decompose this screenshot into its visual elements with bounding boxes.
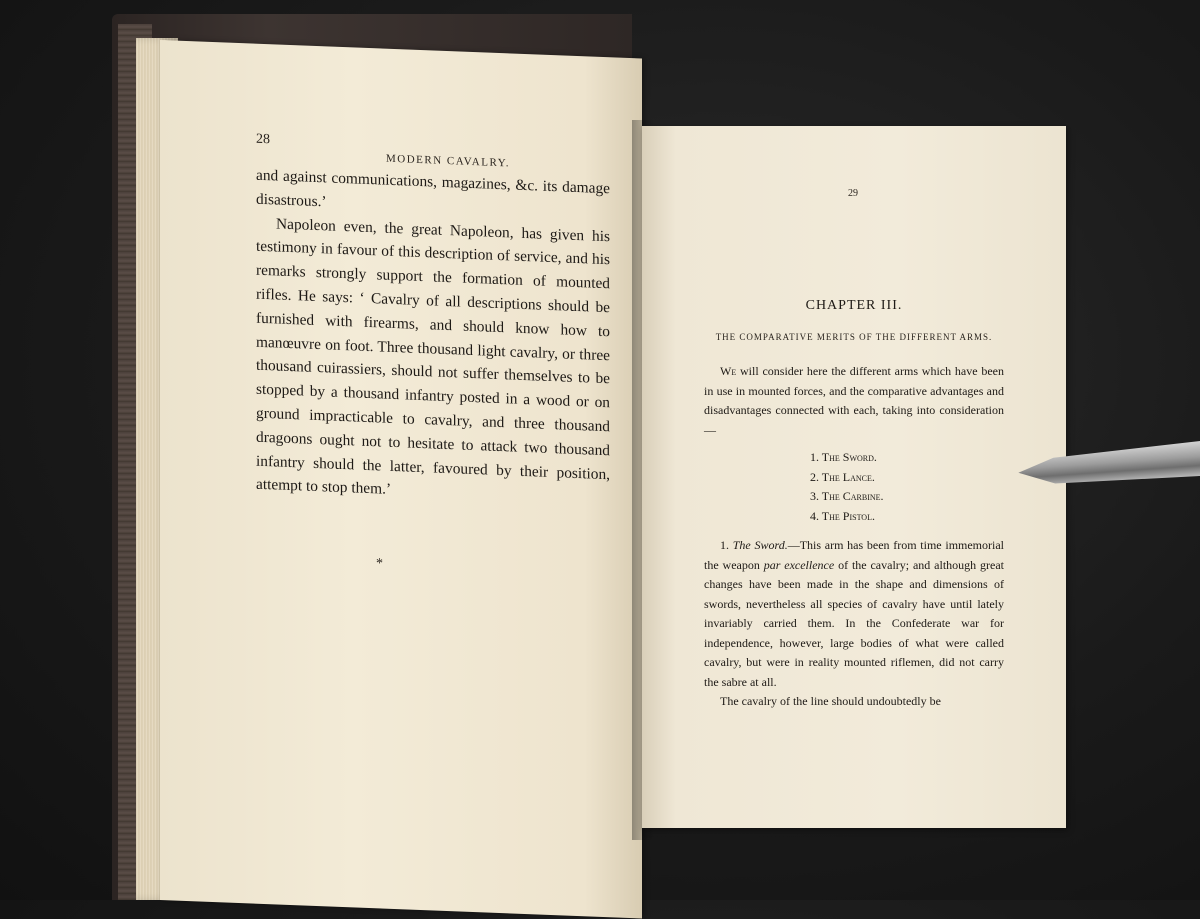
left-paragraph-1: and against communications, magazines, &c. its damage disastrous.’	[256, 166, 610, 211]
last-line: The cavalry of the line should undoubtedly be	[720, 694, 941, 708]
arms-list-item: 4. The Pistol.	[810, 508, 875, 523]
sword-paragraph	[704, 536, 1004, 692]
left-page	[160, 40, 642, 919]
right-page-text	[704, 362, 1004, 712]
arms-list	[704, 448, 1004, 526]
running-head: MODERN CAVALRY.	[386, 152, 510, 170]
section-title: The Sword.	[732, 538, 788, 552]
arms-list-item: 1. The Sword.	[810, 450, 877, 464]
section-text-a: —This arm has been from time immemorial the weapon	[704, 538, 1005, 572]
page-number-left: 28	[256, 131, 270, 148]
arms-list-item: 3. The Carbine.	[810, 489, 884, 503]
left-page-text	[256, 164, 610, 511]
left-paragraph-2: Napoleon even, the great Napoleon, has given his testimony in favour of this description of service, and his remarks strongly support the formation of mounted rifles. He says: ‘ Cavalry of all descriptions should be furnished with firearms, and should know how to manœuvre on foot. Three thousand light cavalry, or three thousand cuirassiers, should not suffer themselves to be stopped by a thousand infantry posted in a wood or on ground impracticable to cavalry, and three thousand dragoons ought not to hesitate to attack two thousand infantry should the latter, favoured by their position, attempt to stop them.’	[256, 215, 610, 499]
section-italic: par excellence	[763, 557, 835, 572]
intro-paragraph	[704, 362, 1004, 440]
section-text-b: of the cavalry; and although great changes have been made in the shape and dimensions of swords, nevertheless all species of cavalry have until lately invariably carried them. In the Confederate war for independence, however, large bodies of what were called cavalry, but were in reality mounted riflemen, did not carry the sabre at all.	[704, 557, 1005, 689]
right-page	[642, 126, 1066, 828]
section-ornament: *	[376, 556, 383, 572]
page-number-right: 29	[848, 188, 858, 199]
chapter-subtitle: THE COMPARATIVE MERITS OF THE DIFFERENT ARMS.	[715, 332, 993, 342]
intro-first-word: We	[720, 364, 737, 378]
section-lead: 1.	[720, 538, 733, 552]
intro-text: will consider here the different arms which have been in use in mounted forces, and the comparative advantages and disadvantages connected with each, taking into consideration—	[704, 364, 1004, 437]
chapter-title: CHAPTER III.	[805, 298, 903, 313]
arms-list-item: 2. The Lance.	[810, 469, 875, 484]
